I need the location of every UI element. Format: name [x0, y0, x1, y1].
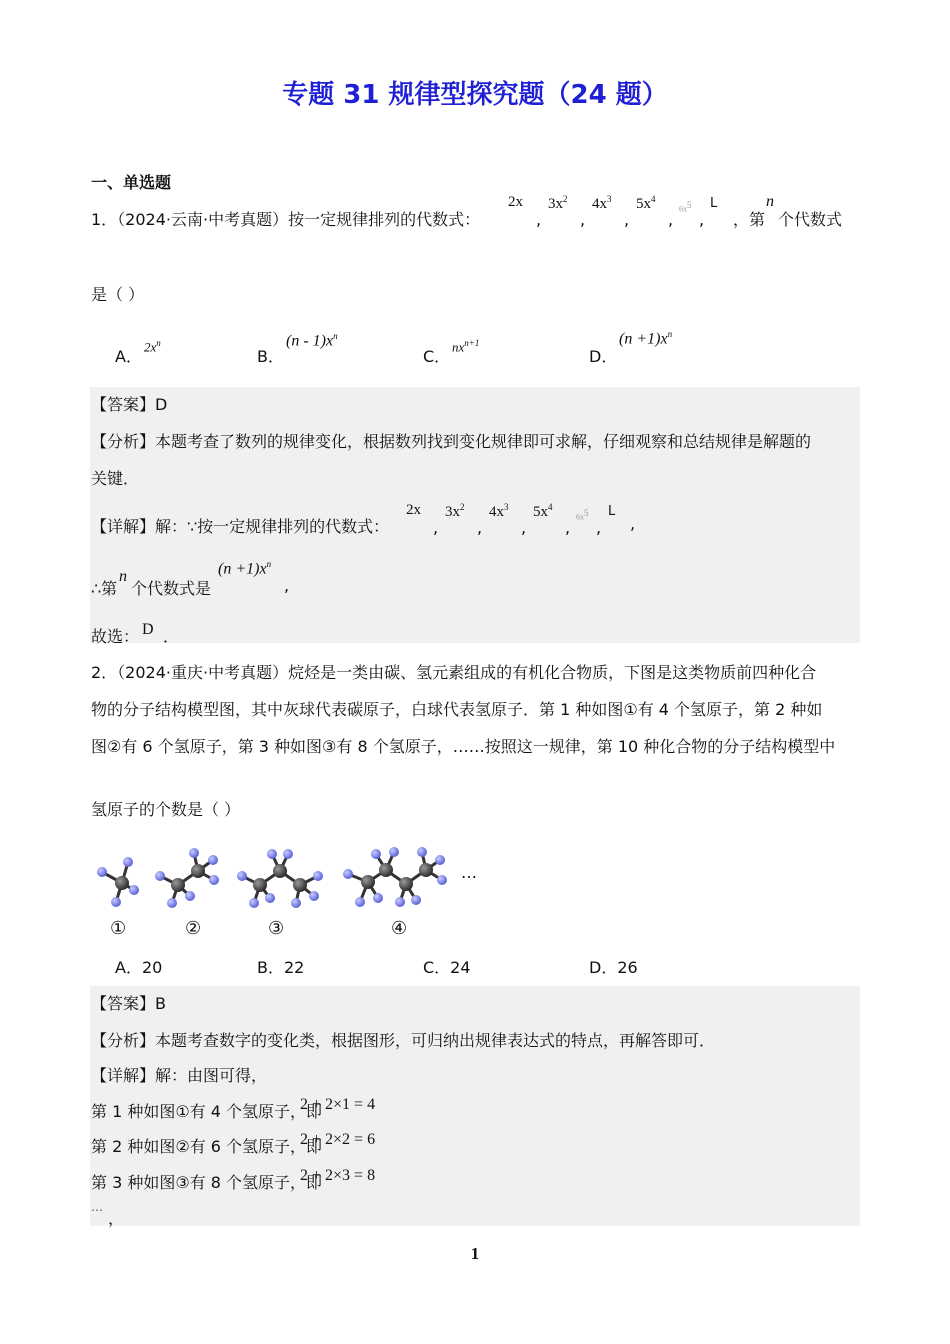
- molecule-1: [97, 857, 139, 907]
- q1-choice-period: ．: [163, 627, 180, 646]
- q1-term-2: $3x^2$: [548, 194, 568, 212]
- q1-choice-letter: D: [142, 621, 154, 638]
- q2-dots-comma: ，: [108, 1209, 125, 1228]
- page-title: 专题 31 规律型探究题（24 题）: [282, 80, 668, 110]
- q1-detail-ellipsis: L: [608, 504, 616, 519]
- q2-line-1-expr: 2 + 2×1 = 4: [300, 1096, 376, 1113]
- q2-analysis: 【分析】本题考查数字的变化类，根据图形，可归纳出规律表达式的特点，再解答即可．: [91, 1031, 716, 1050]
- q1-detail-term-1: 2x: [406, 502, 421, 518]
- q1-option-c-label: C．: [423, 347, 451, 366]
- q1-detail-term-5: $6x^5$: [576, 508, 589, 522]
- q1-therefore: ∴第: [91, 579, 118, 598]
- q2-stem-line2: 物的分子结构模型图，其中灰球代表碳原子，白球代表氢原子．第 1 种如图①有 4 个氢原子，第 2 种如: [91, 700, 823, 719]
- q1-analysis-line2: 关键．: [91, 469, 140, 488]
- q1-analysis-line1: 【分析】本题考查了数列的规律变化，根据数列找到变化规律即可求解，仔细观察和总结规律是解题的: [91, 432, 812, 451]
- q1-therefore-comma: ,: [284, 576, 290, 595]
- figure-more-ellipsis: …: [461, 863, 477, 882]
- q2-stem-line3: 图②有 6 个氢原子，第 3 种如图③有 8 个氢原子，……按照这一规律，第 10 种化合物的分子结构模型中: [91, 737, 836, 756]
- q1-stem: 1．（2024·云南·中考真题）按一定规律排列的代数式：: [91, 210, 481, 229]
- section-heading: 一、单选题: [91, 173, 172, 192]
- q1-answer: 【答案】D: [91, 395, 168, 414]
- q2-line-3-expr: 2 + 2×3 = 8: [300, 1167, 376, 1184]
- q2-answer: 【答案】B: [91, 994, 166, 1013]
- q1-option-b-expr: $(n - 1)x^n$: [286, 331, 338, 350]
- q2-line-2-expr: 2 + 2×2 = 6: [300, 1131, 376, 1148]
- molecule-3: [237, 849, 323, 908]
- q1-sep: ,: [624, 210, 630, 229]
- q1-n: n: [766, 193, 774, 210]
- q1-detail-term-3: $4x^3$: [489, 502, 509, 520]
- q2-detail: 【详解】解：由图可得，: [91, 1066, 268, 1085]
- figure-label-1: ①: [110, 918, 127, 939]
- q1-term-4: $5x^4$: [636, 194, 656, 212]
- q2-option-c: C．24: [423, 958, 471, 977]
- page-number: 1: [470, 1244, 480, 1263]
- q1-detail-sep: ,: [477, 518, 483, 537]
- figure-label-2: ②: [185, 918, 202, 939]
- q1-detail-sep: ,: [565, 518, 571, 537]
- figure-label-4: ④: [391, 918, 408, 939]
- q2-line-3-text: 第 3 种如图③有 8 个氢原子，即: [91, 1173, 323, 1192]
- q1-sep: ,: [699, 210, 705, 229]
- molecule-4: [343, 847, 447, 907]
- q1-detail-sep: ,: [630, 514, 636, 533]
- q1-option-d-expr: $(n +1)x^n$: [619, 329, 673, 348]
- q2-dots: …: [91, 1200, 103, 1214]
- q2-line-2-text: 第 2 种如图②有 6 个氢原子，即: [91, 1137, 323, 1156]
- q1-detail-sep: ,: [433, 518, 439, 537]
- q2-option-b: B．22: [257, 958, 305, 977]
- alkane-molecule-figure: [90, 838, 490, 918]
- q2-stem-line4: 氢原子的个数是（ ）: [91, 800, 241, 819]
- q1-therefore-expr: $(n +1)x^n$: [218, 559, 272, 578]
- q1-term-1: 2x: [508, 194, 523, 210]
- q1-option-a-expr: $2x^n$: [144, 338, 161, 355]
- q1-stem-mid: ，第: [733, 210, 766, 229]
- q1-option-b-label: B．: [257, 347, 284, 366]
- q1-option-a-label: A．: [115, 347, 142, 366]
- q1-choice: 故选：: [91, 627, 140, 646]
- q1-therefore-n: n: [119, 568, 127, 585]
- q2-line-1-text: 第 1 种如图①有 4 个氢原子，即: [91, 1102, 323, 1121]
- q1-stem-line2: 是（ ）: [91, 285, 145, 304]
- q1-detail-sep: ,: [596, 518, 602, 537]
- q1-ellipsis: L: [710, 196, 718, 211]
- molecule-2: [155, 848, 219, 908]
- q2-option-a: A．20: [115, 958, 163, 977]
- q2-stem-line1: 2．（2024·重庆·中考真题）烷烃是一类由碳、氢元素组成的有机化合物质，下图是这类物质前四种化合: [91, 663, 817, 682]
- q1-therefore-post: 个代数式是: [131, 579, 212, 598]
- q1-term-5: $6x^5$: [679, 200, 692, 214]
- q1-detail: 【详解】解：∵按一定规律排列的代数式：: [91, 517, 390, 536]
- q1-option-c-expr: $nx^{n+1}$: [452, 338, 480, 355]
- q2-option-d: D．26: [589, 958, 638, 977]
- figure-label-3: ③: [268, 918, 285, 939]
- q1-sep: ,: [668, 210, 674, 229]
- q1-sep: ,: [536, 210, 542, 229]
- q1-option-d-label: D．: [589, 347, 618, 366]
- q1-detail-sep: ,: [521, 518, 527, 537]
- q1-detail-term-2: $3x^2$: [445, 502, 465, 520]
- q1-sep: ,: [580, 210, 586, 229]
- q1-stem-post: 个代数式: [778, 210, 843, 229]
- q1-term-3: $4x^3$: [592, 194, 612, 212]
- q1-detail-term-4: $5x^4$: [533, 502, 553, 520]
